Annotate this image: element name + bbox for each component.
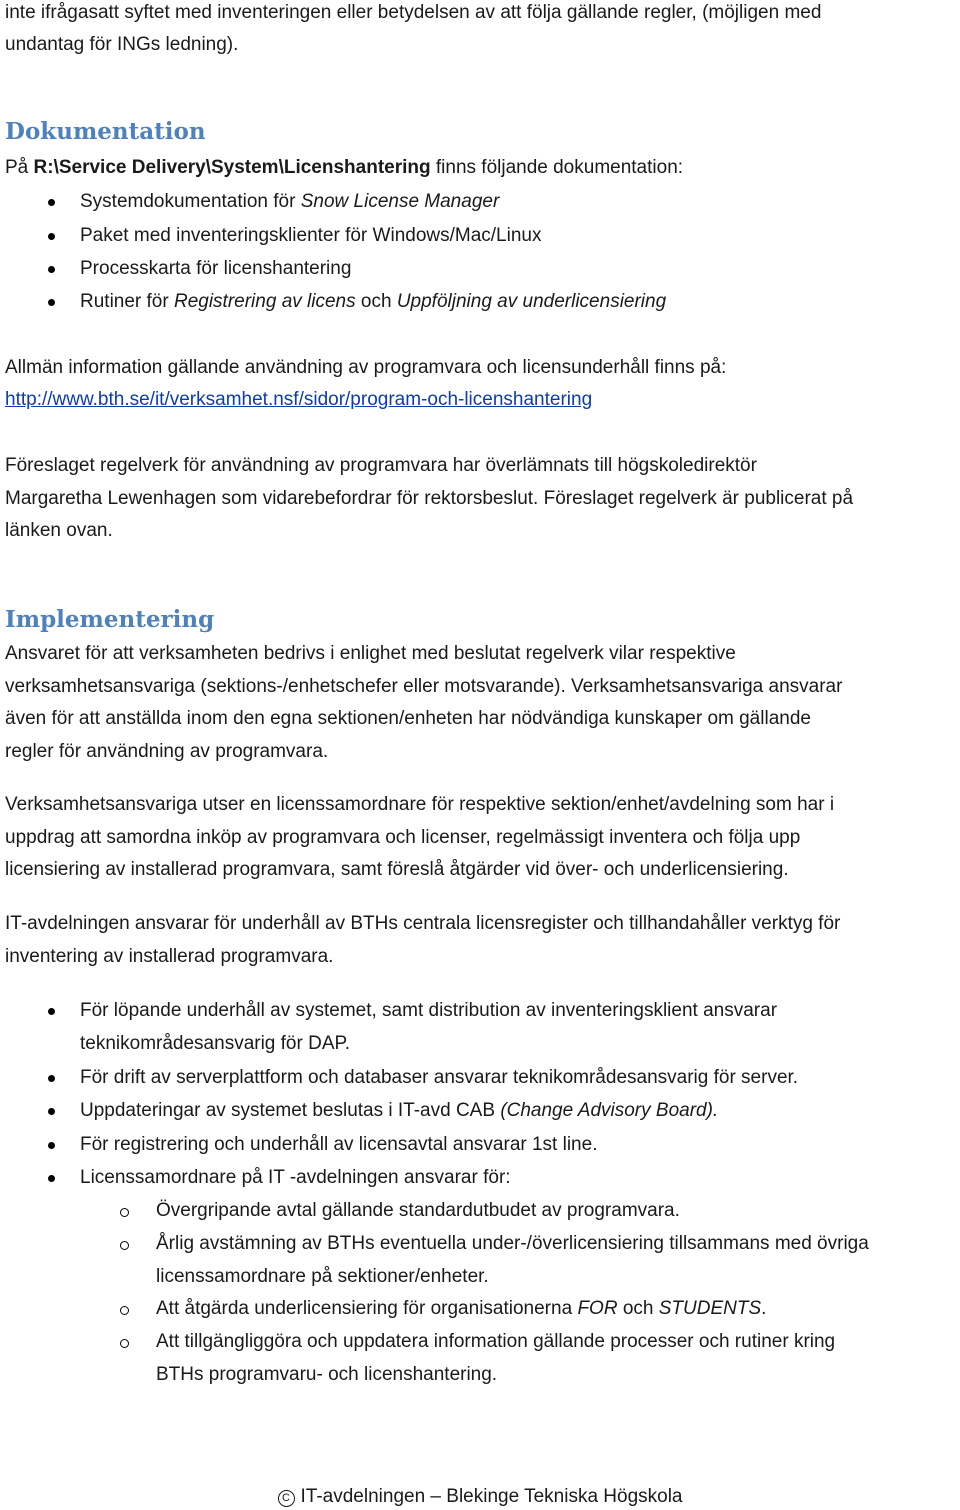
- impl-bullet-3-italic: (Change Advisory Board).: [500, 1100, 719, 1121]
- info-line: Allmän information gällande användning av programvara och licensunderhåll finns på:: [5, 357, 727, 378]
- intro-line-2: undantag för INGs ledning).: [5, 34, 239, 55]
- sub-bullet-3-prefix: Att åtgärda underlicensiering för organisationerna: [156, 1298, 578, 1319]
- doc-item-4-prefix: Rutiner för: [80, 291, 174, 312]
- dokumentation-lead: [5, 155, 683, 181]
- impl-para1-line-3: även för att anställda inom den egna sektionen/enheten har nödvändiga kunskaper om gällande: [5, 708, 811, 729]
- impl-bullet-3-prefix: Uppdateringar av systemet beslutas i IT-avd CAB: [80, 1100, 501, 1121]
- bullet-icon: [48, 199, 55, 206]
- bullet-icon: [48, 233, 55, 240]
- sub-bullet-3-suffix: .: [761, 1298, 767, 1319]
- doc-item-2: Paket med inventeringsklienter för Windows/Mac/Linux: [80, 225, 542, 246]
- impl-bullet-5: Licenssamordnare på IT -avdelningen ansvarar för:: [80, 1167, 511, 1188]
- sub-bullet-3-mid: och: [617, 1298, 659, 1319]
- impl-para2-line-1: Verksamhetsansvariga utser en licenssamordnare för respektive sektion/enhet/avdelning som har i: [5, 794, 835, 815]
- proposal-line-3: länken ovan.: [5, 520, 113, 541]
- impl-para2-line-2: uppdrag att samordna inköp av programvara och licenser, regelmässigt inventera och följa upp: [5, 827, 801, 848]
- proposal-line-1: Föreslaget regelverk för användning av programvara har överlämnats till högskoledirektör: [5, 455, 757, 476]
- bullet-icon: [48, 1008, 55, 1015]
- footer-text: IT-avdelningen – Blekinge Tekniska Högskola: [300, 1486, 683, 1507]
- circle-bullet-icon: [120, 1208, 129, 1217]
- bullet-icon: [48, 1142, 55, 1149]
- impl-para1-line-1: Ansvaret för att verksamheten bedrivs i enlighet med beslutat regelverk vilar respektive: [5, 643, 736, 664]
- doc-item-4-mid: och: [355, 291, 397, 312]
- section-heading-implementering: Implementering: [5, 606, 215, 633]
- circle-bullet-icon: [120, 1339, 129, 1348]
- impl-para3-line-2: inventering av installerad programvara.: [5, 946, 334, 967]
- sub-bullet-4-line-1: Att tillgängliggöra och uppdatera information gällande processer och rutiner kring: [156, 1331, 836, 1352]
- impl-para2-line-3: licensiering av installerad programvara, samt föreslå åtgärder vid över- och underlicensiering.: [5, 859, 789, 880]
- lead-path: R:\Service Delivery\System\Licenshantering: [33, 157, 431, 178]
- bullet-icon: [48, 266, 55, 273]
- bullet-icon: [48, 1075, 55, 1082]
- page-footer: [0, 1484, 960, 1510]
- bullet-icon: [48, 1108, 55, 1115]
- sub-bullet-3-italic-2: STUDENTS: [658, 1298, 762, 1319]
- info-link-row: [5, 387, 592, 413]
- sub-bullet-3: [156, 1296, 766, 1322]
- impl-para1-line-4: regler för användning av programvara.: [5, 741, 329, 762]
- bullet-icon: [48, 1175, 55, 1182]
- lead-prefix: På: [5, 157, 34, 178]
- bullet-icon: [48, 299, 55, 306]
- sub-bullet-2-line-2: licenssamordnare på sektioner/enheter.: [156, 1266, 489, 1287]
- lead-suffix: finns följande dokumentation:: [430, 157, 684, 178]
- impl-bullet-2: För drift av serverplattform och databaser ansvarar teknikområdesansvarig för server.: [80, 1067, 799, 1088]
- impl-bullet-1-line-2: teknikområdesansvarig för DAP.: [80, 1033, 350, 1054]
- doc-item-1-italic: Snow License Manager: [300, 191, 500, 212]
- circle-bullet-icon: [120, 1306, 129, 1315]
- proposal-line-2: Margaretha Lewenhagen som vidarebefordrar för rektorsbeslut. Föreslaget regelverk är publicerat på: [5, 488, 854, 509]
- doc-item-4: [80, 289, 666, 315]
- sub-bullet-1: Övergripande avtal gällande standardutbudet av programvara.: [156, 1200, 680, 1221]
- info-link[interactable]: http://www.bth.se/it/verksamhet.nsf/sidor/program-och-licenshantering: [5, 389, 593, 410]
- doc-item-1: [80, 189, 499, 215]
- doc-item-1-prefix: Systemdokumentation för: [80, 191, 301, 212]
- impl-para1-line-2: verksamhetsansvariga (sektions-/enhetschefer eller motsvarande). Verksamhetsansvariga ansvarar: [5, 676, 843, 697]
- impl-para3-line-1: IT-avdelningen ansvarar för underhåll av BTHs centrala licensregister och tillhandahåller verktyg för: [5, 913, 841, 934]
- sub-bullet-4-line-2: BTHs programvaru- och licenshantering.: [156, 1364, 498, 1385]
- impl-bullet-3: [80, 1098, 718, 1124]
- doc-item-3: Processkarta för licenshantering: [80, 258, 352, 279]
- sub-bullet-2-line-1: Årlig avstämning av BTHs eventuella under-/överlicensiering tillsammans med övriga: [156, 1233, 869, 1254]
- circle-bullet-icon: [120, 1241, 129, 1250]
- intro-line-1: inte ifrågasatt syftet med inventeringen eller betydelsen av att följa gällande regler, (möjligen med: [5, 2, 822, 23]
- section-heading-dokumentation: Dokumentation: [5, 118, 206, 145]
- impl-bullet-4: För registrering och underhåll av licensavtal ansvarar 1st line.: [80, 1134, 598, 1155]
- doc-item-4-italic-1: Registrering av licens: [173, 291, 356, 312]
- copyright-icon: C: [278, 1490, 295, 1507]
- sub-bullet-3-italic-1: FOR: [577, 1298, 618, 1319]
- doc-item-4-italic-2: Uppföljning av underlicensiering: [396, 291, 667, 312]
- impl-bullet-1-line-1: För löpande underhåll av systemet, samt distribution av inventeringsklient ansvarar: [80, 1000, 778, 1021]
